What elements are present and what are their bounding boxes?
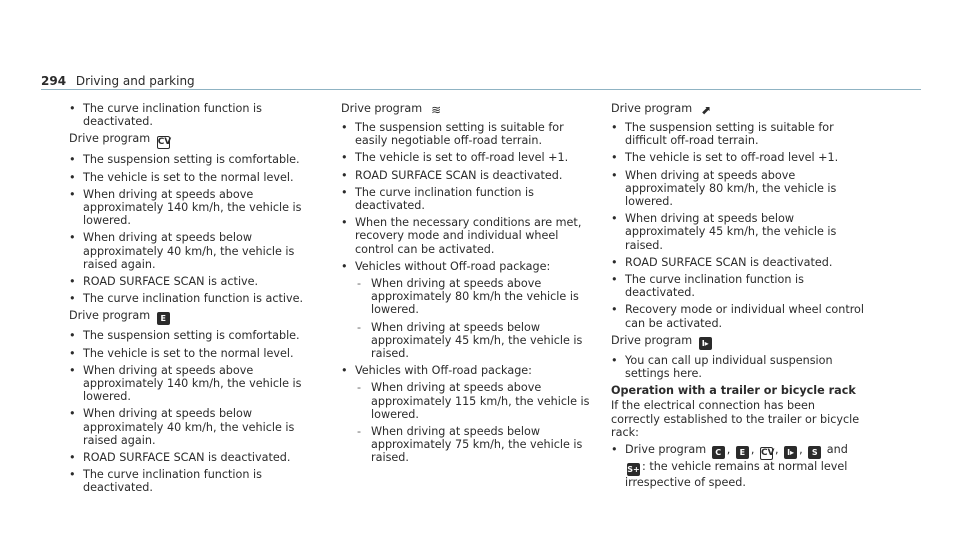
list-item: • Recovery mode or individual wheel control can be activated. bbox=[611, 303, 866, 329]
list-item: • The curve inclination function is deactivated. bbox=[69, 468, 324, 494]
eco-program-icon: E bbox=[157, 312, 170, 325]
list-item: • ROAD SURFACE SCAN is active. bbox=[69, 275, 324, 288]
drive-program-list bbox=[611, 121, 866, 330]
sub-list-item: - When driving at speeds below approximately 75 km/h, the vehicle is raised. bbox=[355, 425, 596, 465]
header-divider bbox=[41, 89, 921, 90]
drive-program-list bbox=[69, 329, 324, 494]
list-item: • The vehicle is set to the normal level. bbox=[69, 171, 324, 184]
eco-program-icon: E bbox=[736, 446, 749, 459]
list-item: • The suspension setting is comfortable. bbox=[69, 329, 324, 342]
drive-program-list bbox=[341, 121, 596, 465]
list-item: • ROAD SURFACE SCAN is deactivated. bbox=[69, 451, 324, 464]
list-item: • When driving at speeds below approximately 40 km/h, the vehicle is raised again. bbox=[69, 231, 324, 271]
trailer-paragraph: If the electrical connection has been correctly established to the trailer or bicycle rack: bbox=[611, 399, 860, 439]
list-item: • The vehicle is set to off-road level +1. bbox=[611, 151, 866, 164]
comfort-program-icon: C bbox=[712, 446, 725, 459]
list-item: • The suspension setting is suitable for difficult off-road terrain. bbox=[611, 121, 866, 147]
drive-program-heading: Drive program ⬈ bbox=[611, 102, 866, 117]
list-item bbox=[341, 260, 596, 360]
list-item: • When driving at speeds above approximately 140 km/h, the vehicle is lowered. bbox=[69, 364, 324, 404]
trailer-section-heading: Operation with a trailer or bicycle rack bbox=[611, 384, 856, 398]
drive-program-list bbox=[69, 153, 324, 305]
individual-program-icon: I▸ bbox=[784, 446, 797, 459]
offroad-plus-program-icon: ⬈ bbox=[701, 103, 712, 117]
offroad-program-icon: ≋ bbox=[431, 103, 442, 117]
drive-program-list bbox=[611, 354, 866, 380]
individual-program-icon: I▸ bbox=[699, 337, 712, 350]
list-item: • You can call up individual suspension settings here. bbox=[611, 354, 866, 380]
drive-program-heading: Drive program CV bbox=[69, 132, 172, 148]
list-item: • When driving at speeds below approximately 40 km/h, the vehicle is raised again. bbox=[69, 407, 324, 447]
list-item: • ROAD SURFACE SCAN is deactivated. bbox=[341, 169, 596, 182]
intro-list bbox=[69, 102, 324, 128]
sub-list bbox=[355, 277, 596, 360]
drive-program-heading: Drive program E bbox=[69, 309, 324, 325]
list-item: • When driving at speeds below approximately 45 km/h, the vehicle is raised. bbox=[611, 212, 866, 252]
list-item: • When driving at speeds above approximately 140 km/h, the vehicle is lowered. bbox=[69, 188, 324, 228]
list-item: • The curve inclination function is deactivated. bbox=[69, 102, 324, 128]
list-item: • Drive program C , E , CV, I▸ , S and S+ : the vehicle remains at normal level irrespective of speed. bbox=[611, 443, 866, 489]
section-title: Driving and parking bbox=[75, 74, 195, 88]
sport-plus-program-icon: S+ bbox=[627, 465, 640, 475]
list-item: • ROAD SURFACE SCAN is deactivated. bbox=[611, 256, 866, 269]
package-label: Vehicles with Off-road package: bbox=[355, 364, 532, 378]
list-item: • The vehicle is set to off-road level +1. bbox=[341, 151, 596, 164]
curve-program-icon: CV bbox=[157, 137, 172, 148]
column-1 bbox=[69, 102, 324, 499]
column-2 bbox=[341, 102, 596, 469]
curve-program-icon: CV bbox=[760, 448, 775, 459]
sub-list-item: - When driving at speeds above approximately 80 km/h the vehicle is lowered. bbox=[355, 277, 596, 317]
trailer-list bbox=[611, 443, 866, 489]
drive-program-heading: Drive program I▸ bbox=[611, 334, 866, 350]
list-item: • The suspension setting is suitable for easily negotiable off-road terrain. bbox=[341, 121, 596, 147]
list-item: • The curve inclination function is deactivated. bbox=[611, 273, 866, 299]
sub-list-item: - When driving at speeds above approximately 115 km/h, the vehicle is lowered. bbox=[355, 381, 596, 421]
sub-list-item: - When driving at speeds below approximately 45 km/h, the vehicle is raised. bbox=[355, 321, 596, 361]
list-item: • When the necessary conditions are met, recovery mode and individual wheel control can be activated. bbox=[341, 216, 596, 256]
package-label: Vehicles without Off-road package: bbox=[355, 259, 551, 273]
list-item: • The vehicle is set to the normal level. bbox=[69, 347, 324, 360]
list-item bbox=[341, 364, 596, 464]
drive-program-heading: Drive program ≋ bbox=[341, 102, 596, 117]
list-item: • When driving at speeds above approximately 80 km/h, the vehicle is lowered. bbox=[611, 169, 866, 209]
column-3 bbox=[611, 102, 866, 493]
page-number: 294 bbox=[41, 74, 67, 88]
list-item: • The curve inclination function is deactivated. bbox=[341, 186, 596, 212]
sport-program-icon: S bbox=[808, 446, 821, 459]
page-header bbox=[41, 75, 195, 88]
list-item: • The suspension setting is comfortable. bbox=[69, 153, 324, 166]
list-item: • The curve inclination function is active. bbox=[69, 292, 324, 305]
sub-list bbox=[355, 381, 596, 464]
